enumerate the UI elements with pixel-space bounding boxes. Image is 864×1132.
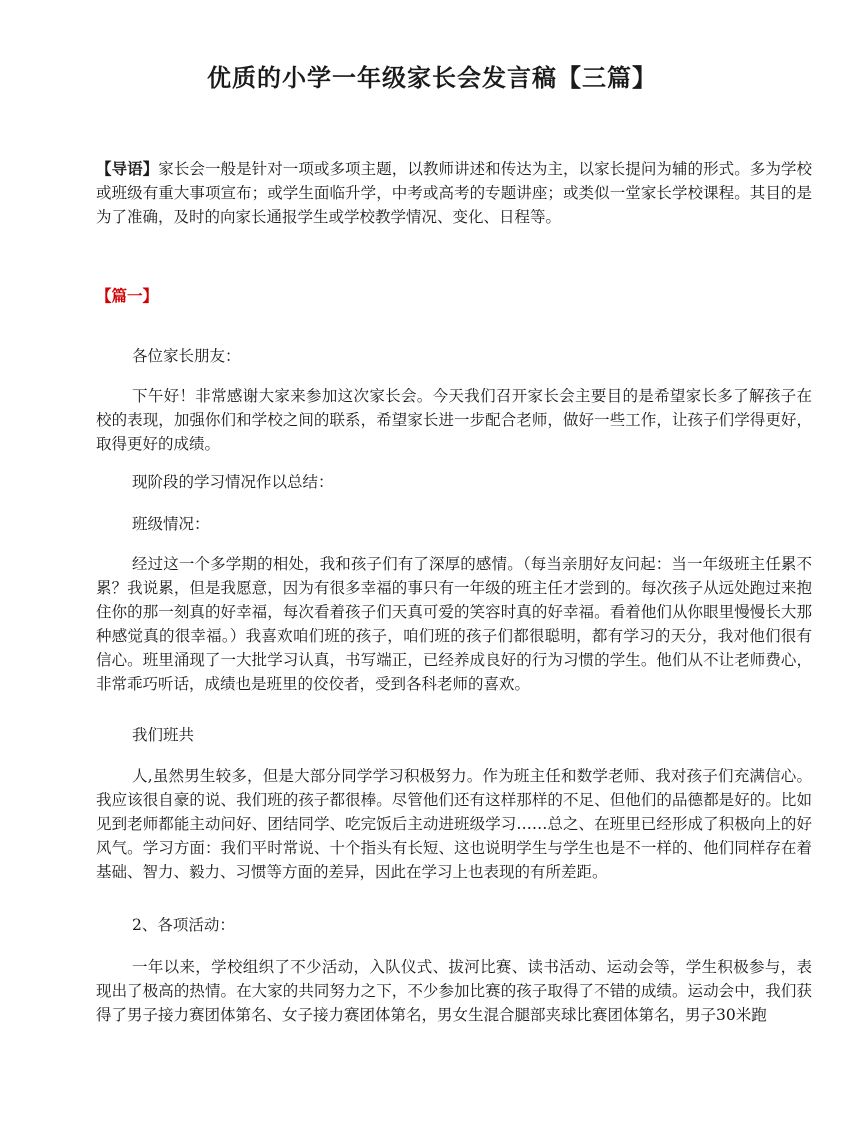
paragraph-summary-lead: 现阶段的学习情况作以总结： [132,473,334,491]
paragraph-activities-heading: 2、各项活动： [132,916,235,934]
paragraph-class-details: 人,虽然男生较多，但是大部分同学学习积极努力。作为班主任和数学老师、我对孩子们充满信心。我应该很自豪的说、我们班的孩子都很棒。尽管他们还有这样那样的不足、但他们的品德都是好的。比如见到老师都能主动问好、团结同学、吃完饭后主动进班级学习……总之、在班里已经形成了积极向上的好风气。学习方面：我们平时常说、十个指头有长短、这也说明学生与学生也是不一样的、他们同样存在着基础、智力、毅力、习惯等方面的差异，因此在学习上也表现的有所差距。 [96,767,812,881]
paragraph-greeting: 各位家长朋友： [132,347,241,365]
document-title: 优质的小学一年级家长会发言稿【三篇】 [207,63,657,92]
paragraph-opening: 下午好！非常感谢大家来参加这次家长会。今天我们召开家长会主要目的是希望家长多了解孩子在校的表现，加强你们和学校之间的联系，希望家长进一步配合老师，做好一些工作，让孩子们学得更好，取得更好的成绩。 [96,387,812,453]
intro-tag: 【导语】 [96,159,159,178]
paragraph-class-count: 我们班共 [132,726,195,744]
section-heading: 【篇一】 [96,286,159,305]
intro-paragraph [96,157,812,229]
paragraph-class-heading: 班级情况： [132,515,210,533]
intro-text: 家长会一般是针对一项或多项主题，以教师讲述和传达为主，以家长提问为辅的形式。多为学校或班级有重大事项宣布；或学生面临升学，中考或高考的专题讲座；或类似一堂家长学校课程。其目的是为了准确，及时的向家长通报学生或学校教学情况、变化、日程等。 [96,160,812,226]
paragraph-class-situation: 经过这一个多学期的相处，我和孩子们有了深厚的感情。（每当亲朋好友问起：当一年级班主任累不累？我说累，但是我愿意，因为有很多幸福的事只有一年级的班主任才尝到的。每次孩子从远处跑过来抱住你的那一刻真的好幸福，每次看着孩子们天真可爱的笑容时真的好幸福。看着他们从你眼里慢慢长大那种感觉真的很幸福。）我喜欢咱们班的孩子，咱们班的孩子们都很聪明，都有学习的天分，我对他们很有信心。班里涌现了一大批学习认真，书写端正，已经养成良好的行为习惯的学生。他们从不让老师费心，非常乖巧听话，成绩也是班里的佼佼者，受到各科老师的喜欢。 [96,555,812,693]
paragraph-activities: 一年以来，学校组织了不少活动，入队仪式、拔河比赛、读书活动、运动会等，学生积极参与，表现出了极高的热情。在大家的共同努力之下，不少参加比赛的孩子取得了不错的成绩。运动会中，我们获得了男子接力赛团体第名、女子接力赛团体第名，男女生混合腿部夹球比赛团体第名，男子30米跑 [96,958,812,1024]
